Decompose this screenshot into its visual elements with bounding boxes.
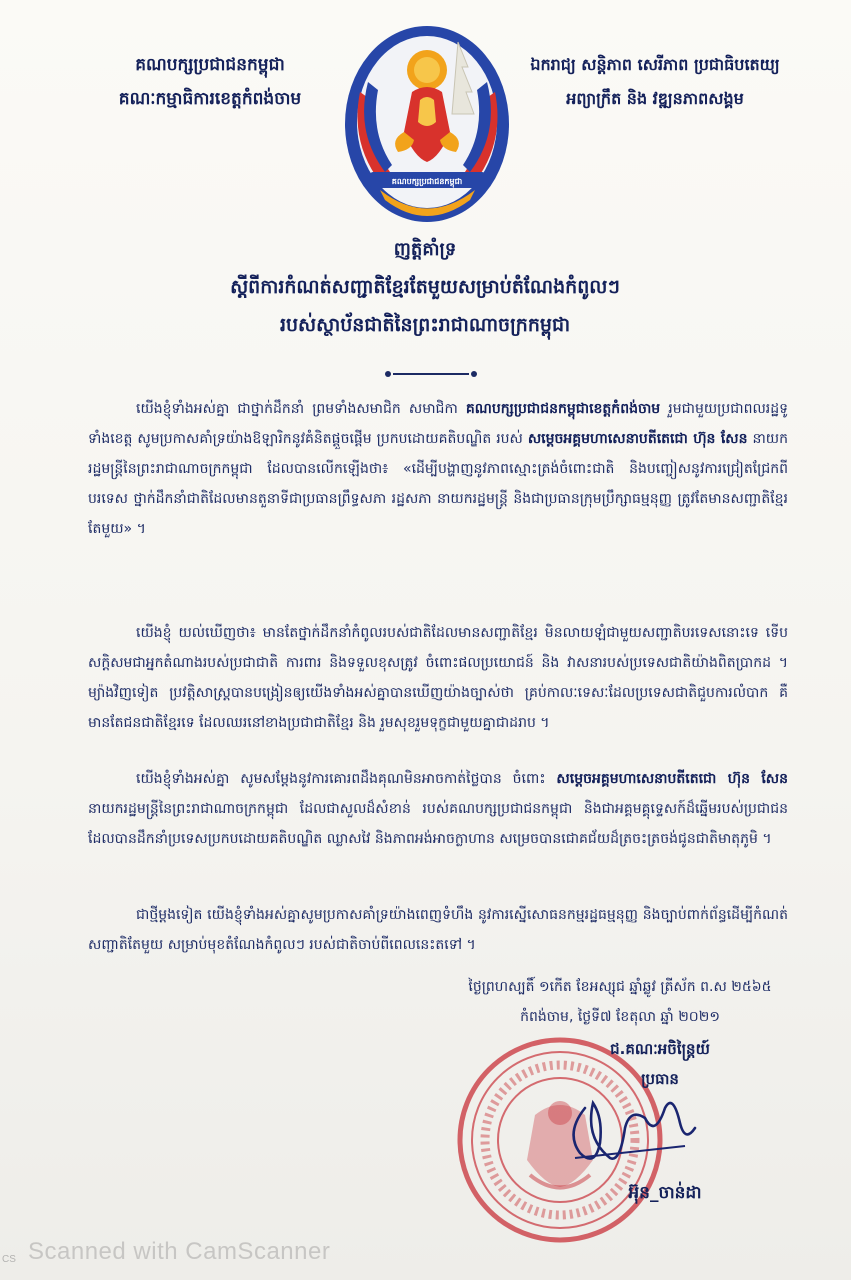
petition-title [120, 232, 730, 344]
title-divider [393, 373, 469, 375]
motto-line-2: អព្យាក្រឹត និង វឌ្ឍនភាពសង្គម [566, 89, 744, 108]
party-emblem [340, 22, 515, 227]
p3-leader-name: សម្តេចអគ្គមហាសេនាបតីតេជោ ហ៊ុន សែន [556, 771, 788, 787]
title-line-3: របស់ស្ថាប័នជាតិនៃព្រះរាជាណាចក្រកម្ពុជា [279, 314, 571, 336]
party-name: គណបក្សប្រជាជនកម្ពុជា [135, 55, 285, 75]
paragraph-4: ជាថ្មីម្តងទៀត យើងខ្ញុំទាំងអស់គ្នាសូមប្រកាសគាំទ្រយ៉ាងពេញទំហឹង នូវការស្នើសោធនកម្មរដ្ឋធម្មនុញ្ញ និងច្បាប់ពាក់ព័ន្ធដើម្បីកំណត់ សញ្ជាតិតែមួយ សម្រាប់មុខតំណែងកំពូលៗ របស់ជាតិចាប់ពីពេលនេះតទៅ ។ [88, 907, 788, 953]
paragraph-3 [88, 764, 788, 854]
p1-text-c: រួមជាមួយប្រជាពលរដ្ឋទូទាំងខេត្ត សូមប្រកាសគាំទ្រយ៉ាងឱឡារិកនូវគំនិតផ្តួចផ្តើម ប្រកបដោយគតិបណ្ឌិត របស់ [88, 401, 789, 447]
paragraph-1 [88, 394, 788, 544]
lunar-date: ថ្ងៃព្រហស្បតិ៍ ១កើត ខែអស្សុជ ឆ្នាំឆ្លូវ ត្រីស័ក ព.ស ២៥៦៥ [468, 979, 772, 995]
p1-text-a: យើងខ្ញុំទាំងអស់គ្នា ជាថ្នាក់ដឹកនាំ ព្រមទាំងសមាជិក សមាជិកា [136, 401, 466, 417]
scanner-watermark: Scanned with CamScanner [28, 1238, 331, 1265]
signatory-committee: ជ.គណៈអចិន្ត្រៃយ៍ [610, 1040, 710, 1058]
p1-party-name: គណបក្សប្រជាជនកម្ពុជាខេត្តកំពង់ចាម [465, 401, 661, 417]
national-motto [520, 48, 790, 116]
title-line-1: ញត្តិគាំទ្រ [393, 239, 457, 260]
title-line-2: ស្តីពីការកំណត់សញ្ជាតិខ្មែរតែមួយសម្រាប់តំណែងកំពូលៗ [230, 276, 620, 298]
camscanner-logo: CS [2, 1254, 16, 1265]
p3-text-a: យើងខ្ញុំទាំងអស់គ្នា សូមសម្តែងនូវការគោរពដឹងគុណមិនអាចកាត់ថ្លៃបាន ចំពោះ [136, 771, 557, 787]
committee-name: គណៈកម្មាធិការខេត្តកំពង់ចាម [118, 89, 302, 109]
signatory-name: អ៊ុន_ចាន់ដា [628, 1183, 702, 1203]
solar-date: កំពង់ចាម, ថ្ងៃទី៧ ខែតុលា ឆ្នាំ ២០២១ [520, 1009, 720, 1025]
signatory-position: ប្រធាន [641, 1070, 679, 1088]
handwritten-signature [555, 1088, 705, 1178]
p1-text-e: នាយករដ្ឋមន្ត្រីនៃព្រះរាជាណាចក្រកម្ពុជា ដែលបានលើកឡើងថា៖ «ដើម្បីបង្ហាញនូវភាពស្មោះត្រង់ចំពោះជាតិ និងបញ្ចៀសនូវការជ្រៀតជ្រែកពីបរទេស ថ្នាក់ដឹកនាំជាតិដែលមានតួនាទីជាប្រធានព្រឹទ្ធសភា រដ្ឋសភា នាយករដ្ឋមន្ត្រី និងជាប្រធានក្រុមប្រឹក្សាធម្មនុញ្ញ ត្រូវតែមានសញ្ជាតិខ្មែរតែមួយ» ។ [88, 431, 789, 537]
paragraph-2: យើងខ្ញុំ យល់ឃើញថា៖ មានតែថ្នាក់ដឹកនាំកំពូលរបស់ជាតិដែលមានសញ្ជាតិខ្មែរ មិនលាយឡំជាមួយសញ្ជាតិបរទេសនោះទេ ទើបសក្តិសមជាអ្នកតំណាងរបស់ប្រជាជាតិ ការពារ និងទទួលខុសត្រូវ ចំពោះផលប្រយោជន៍ និង វាសនារបស់ប្រទេសជាតិយ៉ាងពិតប្រាកដ ។ ម្យ៉ាងវិញទៀត ប្រវត្តិសាស្ត្របានបង្រៀនឲ្យយើងទាំងអស់គ្នាបានឃើញយ៉ាងច្បាស់ថា គ្រប់កាលៈទេសៈដែលប្រទេសជាតិជួបការលំបាក គឺមានតែជនជាតិខ្មែរទេ ដែលឈរនៅខាងប្រជាជាតិខ្មែរ និង រួមសុខរួមទុក្ខជាមួយគ្នាជាដរាប ។ [88, 625, 788, 731]
p3-text-c: នាយករដ្ឋមន្ត្រីនៃព្រះរាជាណាចក្រកម្ពុជា ដែលជាសួលដ៏សំខាន់ របស់គណបក្សប្រជាជនកម្ពុជា និងជាអគ្គមគ្គុទ្ទេសក៍ដ៏ឆ្នើមរបស់ប្រជាជន ដែលបានដឹកនាំប្រទេសប្រកបដោយគតិបណ្ឌិត ឈ្លាសវៃ និងភាពអង់អាចក្លាហាន សម្រេចបានជោគជ័យដ៏ត្រចះត្រចង់ជូនជាតិមាតុភូមិ ។ [88, 801, 788, 847]
emblem-banner-text: គណបក្សប្រជាជនកម្ពុជា [391, 177, 463, 186]
date-block [450, 972, 790, 1032]
p1-leader-name: សម្តេចអគ្គមហាសេនាបតីតេជោ ហ៊ុន សែន [527, 431, 748, 447]
motto-line-1: ឯករាជ្យ សន្តិភាព សេរីភាព ប្រជាធិបតេយ្យ [530, 55, 780, 74]
signatory-role [560, 1034, 760, 1094]
party-header [90, 48, 330, 116]
